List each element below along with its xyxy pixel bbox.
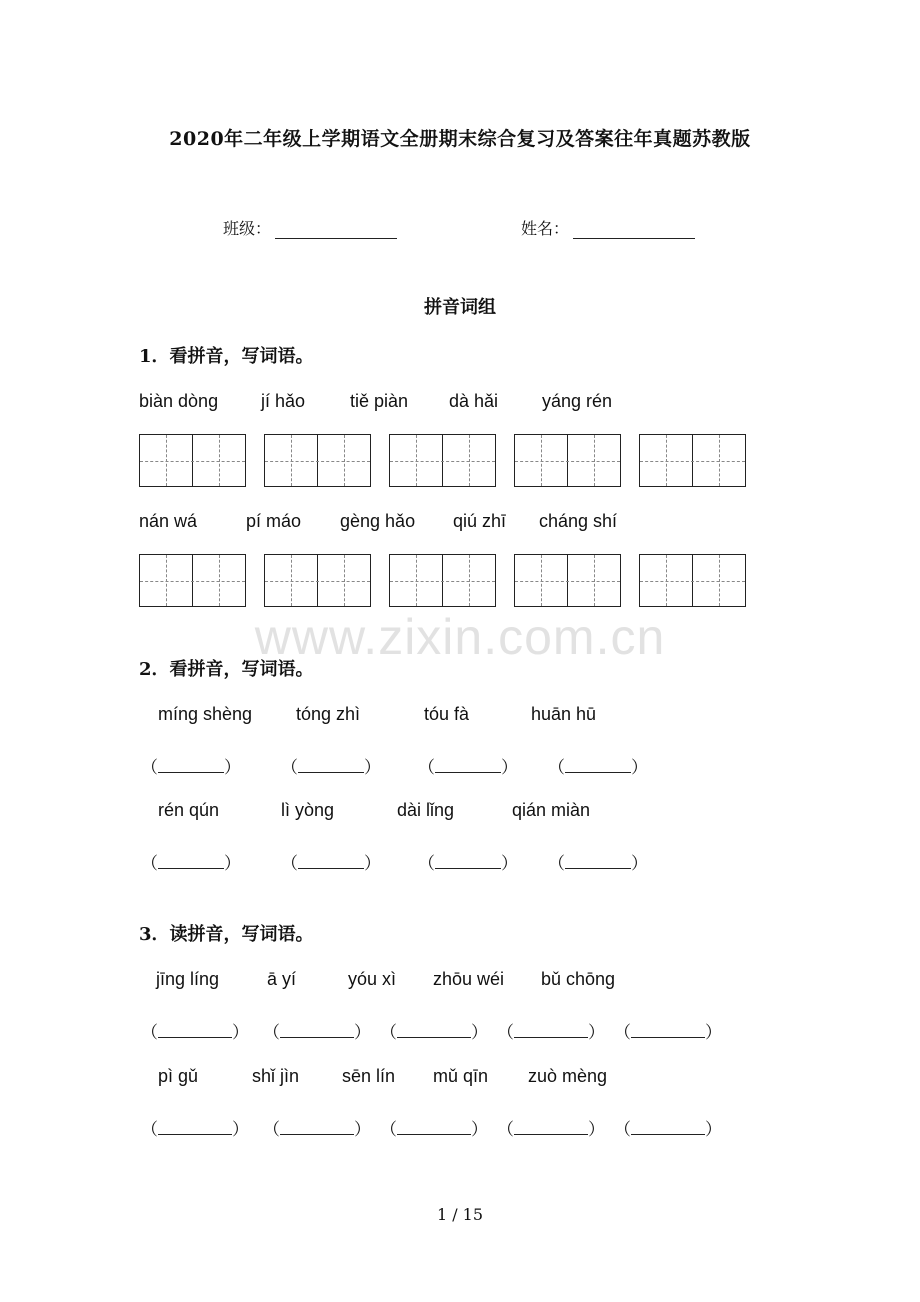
tianzige-box[interactable] xyxy=(139,434,246,487)
answer-blank[interactable]: （ ） xyxy=(497,1023,605,1042)
answer-blank[interactable]: （ ） xyxy=(141,854,241,873)
pinyin-item: cháng shí xyxy=(539,511,618,531)
pinyin-item: bǔ chōng xyxy=(541,969,616,989)
answer-blank[interactable]: （ ） xyxy=(418,758,518,777)
name-field xyxy=(521,216,695,239)
question-2-title: 2．看拼音，写词语。 xyxy=(139,659,314,680)
answer-blank[interactable]: （ ） xyxy=(614,1120,722,1139)
pinyin-item: mǔ qīn xyxy=(433,1066,489,1086)
pinyin-item: míng shèng xyxy=(158,704,253,724)
tianzige-box[interactable] xyxy=(639,434,746,487)
page-number: 1 / 15 xyxy=(436,1205,484,1224)
answer-blank[interactable]: （ ） xyxy=(418,854,518,873)
pinyin-item: tóng zhì xyxy=(296,704,361,724)
pinyin-item: jí hǎo xyxy=(261,391,306,411)
question-3-title: 3．读拼音，写词语。 xyxy=(139,924,314,945)
answer-blank[interactable]: （ ） xyxy=(281,758,381,777)
tianzige-box[interactable] xyxy=(389,554,496,607)
answer-blank[interactable]: （ ） xyxy=(263,1120,371,1139)
pinyin-item: yóu xì xyxy=(348,969,397,989)
tianzige-box[interactable] xyxy=(514,554,621,607)
pinyin-item: yáng rén xyxy=(542,391,613,411)
pinyin-item: zuò mèng xyxy=(528,1066,608,1086)
document-title: 2020年二年级上学期语文全册期末综合复习及答案往年真题苏教版 xyxy=(169,128,751,150)
tianzige-box[interactable] xyxy=(139,554,246,607)
pinyin-item: qián miàn xyxy=(512,800,591,820)
pinyin-item: lì yòng xyxy=(281,800,335,820)
name-blank[interactable] xyxy=(573,221,695,239)
pinyin-item: biàn dòng xyxy=(139,391,219,411)
pinyin-item: dài lǐng xyxy=(397,800,455,820)
answer-blank[interactable]: （ ） xyxy=(614,1023,722,1042)
pinyin-item: pí máo xyxy=(246,511,302,531)
class-blank[interactable] xyxy=(275,221,397,239)
answer-blank[interactable]: （ ） xyxy=(497,1120,605,1139)
pinyin-item: dà hǎi xyxy=(449,391,499,411)
pinyin-item: pì gǔ xyxy=(158,1066,199,1086)
pinyin-item: qiú zhī xyxy=(453,511,507,531)
pinyin-item: sēn lín xyxy=(342,1066,396,1086)
pinyin-item: jīng líng xyxy=(156,969,220,989)
pinyin-item: huān hū xyxy=(531,704,597,724)
answer-blank[interactable]: （ ） xyxy=(141,758,241,777)
answer-blank[interactable]: （ ） xyxy=(141,1023,249,1042)
pinyin-item: nán wá xyxy=(139,511,198,531)
pinyin-item: shǐ jìn xyxy=(252,1066,300,1086)
tianzige-box[interactable] xyxy=(514,434,621,487)
tianzige-box[interactable] xyxy=(264,434,371,487)
answer-blank[interactable]: （ ） xyxy=(548,758,648,777)
tianzige-box[interactable] xyxy=(639,554,746,607)
tianzige-box[interactable] xyxy=(264,554,371,607)
pinyin-item: gèng hǎo xyxy=(340,511,416,531)
pinyin-item: zhōu wéi xyxy=(433,969,505,989)
pinyin-item: ā yí xyxy=(267,969,297,989)
answer-blank[interactable]: （ ） xyxy=(548,854,648,873)
answer-blank[interactable]: （ ） xyxy=(281,854,381,873)
question-1-title: 1．看拼音，写词语。 xyxy=(139,346,314,367)
answer-blank[interactable]: （ ） xyxy=(380,1120,488,1139)
section-title: 拼音词组 xyxy=(424,297,496,318)
tianzige-box[interactable] xyxy=(389,434,496,487)
pinyin-item: tiě piàn xyxy=(350,391,409,411)
pinyin-item: rén qún xyxy=(158,800,220,820)
answer-blank[interactable]: （ ） xyxy=(263,1023,371,1042)
class-field xyxy=(223,216,397,239)
pinyin-item: tóu fà xyxy=(424,704,470,724)
class-label: 班级： xyxy=(223,219,272,238)
name-label: 姓名： xyxy=(521,219,570,238)
watermark: www.zixin.com.cn xyxy=(254,609,666,665)
answer-blank[interactable]: （ ） xyxy=(141,1120,249,1139)
answer-blank[interactable]: （ ） xyxy=(380,1023,488,1042)
